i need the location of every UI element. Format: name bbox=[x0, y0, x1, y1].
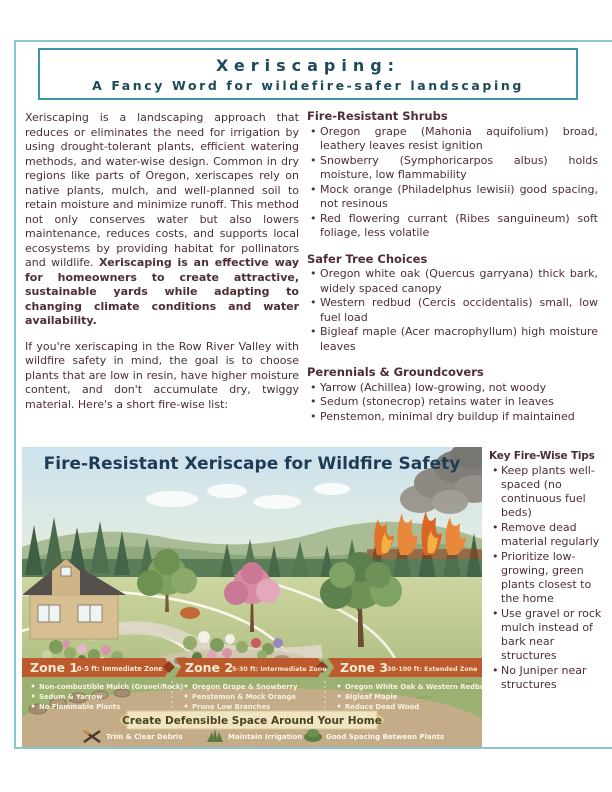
zone1-name: Zone 1 bbox=[30, 660, 79, 675]
tips-heading: Key Fire-Wise Tips bbox=[489, 450, 595, 462]
page-title: Xeriscaping: bbox=[215, 56, 401, 75]
zone1-range: 0-5 ft: Immediate Zone bbox=[77, 665, 163, 673]
plant-section-perennials bbox=[307, 365, 598, 424]
intro-paragraph-1-bold: Xeriscaping is an effective way for homeowners to create attractive, sustainable yards while adapting to changing climate conditions and water availability. bbox=[25, 256, 299, 327]
zone3-name: Zone 3 bbox=[340, 660, 389, 675]
list-item: • Sedum (stonecrop) retains water in leaves bbox=[307, 395, 598, 410]
footer-label: Good Spacing Between Plants bbox=[326, 733, 445, 741]
zone3-item: Bigleaf Maple bbox=[345, 693, 398, 701]
illustration-title: Fire-Resistant Xeriscape for Wildfire Safety bbox=[43, 454, 461, 474]
list-item: • Penstemon, minimal dry buildup if maintained bbox=[307, 410, 598, 425]
zone2-range: 5-30 ft: Intermediate Zone bbox=[232, 666, 327, 673]
list-item: • Prioritize low-growing, green plants closest to the home bbox=[489, 550, 605, 606]
list-item: • No Juniper near structures bbox=[489, 664, 605, 692]
zone1-item: No Flammable Plants bbox=[39, 703, 121, 711]
plant-section-trees bbox=[307, 252, 598, 355]
zone1-item: Sedum & Yarrow bbox=[39, 693, 103, 701]
plant-section-shrubs bbox=[307, 109, 598, 241]
list-item: • Bigleaf maple (Acer macrophyllum) high moisture leaves bbox=[307, 325, 598, 354]
list-item: • Oregon grape (Mahonia aquifolium) broad, leathery leaves resist ignition bbox=[307, 125, 598, 154]
zone3-item: Reduce Dead Wood bbox=[345, 703, 420, 711]
intro-paragraph-2: If you're xeriscaping in the Row River Valley with wildfire safety in mind, the goal is to choose plants that are low in resin, have higher moisture content, and don't accumulate dry, twiggy material. Here's a short fire-wise list: bbox=[25, 339, 299, 411]
xeriscape-illustration bbox=[22, 447, 482, 747]
title-box bbox=[38, 48, 578, 100]
zone3-item: Oregon White Oak & Western Redbud bbox=[345, 683, 482, 691]
list-item: • Snowberry (Symphoricarpos albus) holds moisture, low flammability bbox=[307, 154, 598, 183]
list-item: • Yarrow (Achillea) low-growing, not woody bbox=[307, 381, 598, 396]
list-item: • Remove dead material regularly bbox=[489, 521, 605, 549]
tips-sidebar bbox=[489, 449, 605, 703]
zone2-item: Oregon Grape & Snowberry bbox=[192, 683, 298, 691]
list-item: • Keep plants well-spaced (no continuous fuel beds) bbox=[489, 464, 605, 520]
footer-label: Trim & Clear Debris bbox=[106, 733, 183, 741]
list-item: • Oregon white oak (Quercus garryana) thick bark, widely spaced canopy bbox=[307, 267, 598, 296]
xeriscape-illustration-svg bbox=[22, 447, 482, 747]
plant-lists-column bbox=[307, 109, 598, 435]
list-item: • Western redbud (Cercis occidentalis) small, low fuel load bbox=[307, 296, 598, 325]
intro-column bbox=[25, 111, 299, 423]
zone3-range: 30-100 ft: Extended Zone bbox=[387, 666, 478, 673]
tips-list bbox=[489, 464, 605, 692]
trees-list bbox=[307, 267, 598, 354]
section-heading: Safer Tree Choices bbox=[307, 251, 428, 266]
list-item: • Use gravel or rock mulch instead of bark near structures bbox=[489, 607, 605, 663]
list-item: • Red flowering currant (Ribes sanguineum) soft foliage, less volatile bbox=[307, 212, 598, 241]
section-heading: Perennials & Groundcovers bbox=[307, 365, 484, 379]
zone1-item: Non-combustible Mulch (Gravel/Rock) bbox=[39, 683, 184, 691]
perennials-list bbox=[307, 381, 598, 425]
section-heading: Fire-Resistant Shrubs bbox=[307, 109, 448, 123]
zone2-item: Prune Low Branches bbox=[192, 703, 271, 711]
list-item: • Mock orange (Philadelphus lewisii) good spacing, not resinous bbox=[307, 183, 598, 212]
defensible-space-banner bbox=[118, 711, 386, 729]
shrubs-list bbox=[307, 125, 598, 241]
footer-label: Maintain Irrigation bbox=[228, 733, 303, 741]
banner-text: Create Defensible Space Around Your Home bbox=[122, 715, 382, 727]
page-subtitle: A Fancy Word for wildefire-safer landscaping bbox=[92, 78, 524, 93]
intro-paragraph-1-normal: Xeriscaping is a landscaping approach that reduces or eliminates the need for irrigation by using drought-tolerant plants, efficient watering methods, and water-wise design. Common in dry regions like parts of Oregon, xeriscapes rely on native plants, mulch, and well-planned soil to retain moisture and minimize runoff. This method not only conserves water but also lowers maintenance, reduces costs, and supports local ecosystems by providing habitat for pollinators and wildlife. bbox=[25, 111, 299, 269]
intro-paragraph-1 bbox=[25, 111, 299, 329]
zone2-name: Zone 2 bbox=[185, 660, 234, 675]
zone2-item: Penstemon & Mock Orange bbox=[192, 693, 296, 701]
zone-ribbon bbox=[22, 658, 482, 677]
